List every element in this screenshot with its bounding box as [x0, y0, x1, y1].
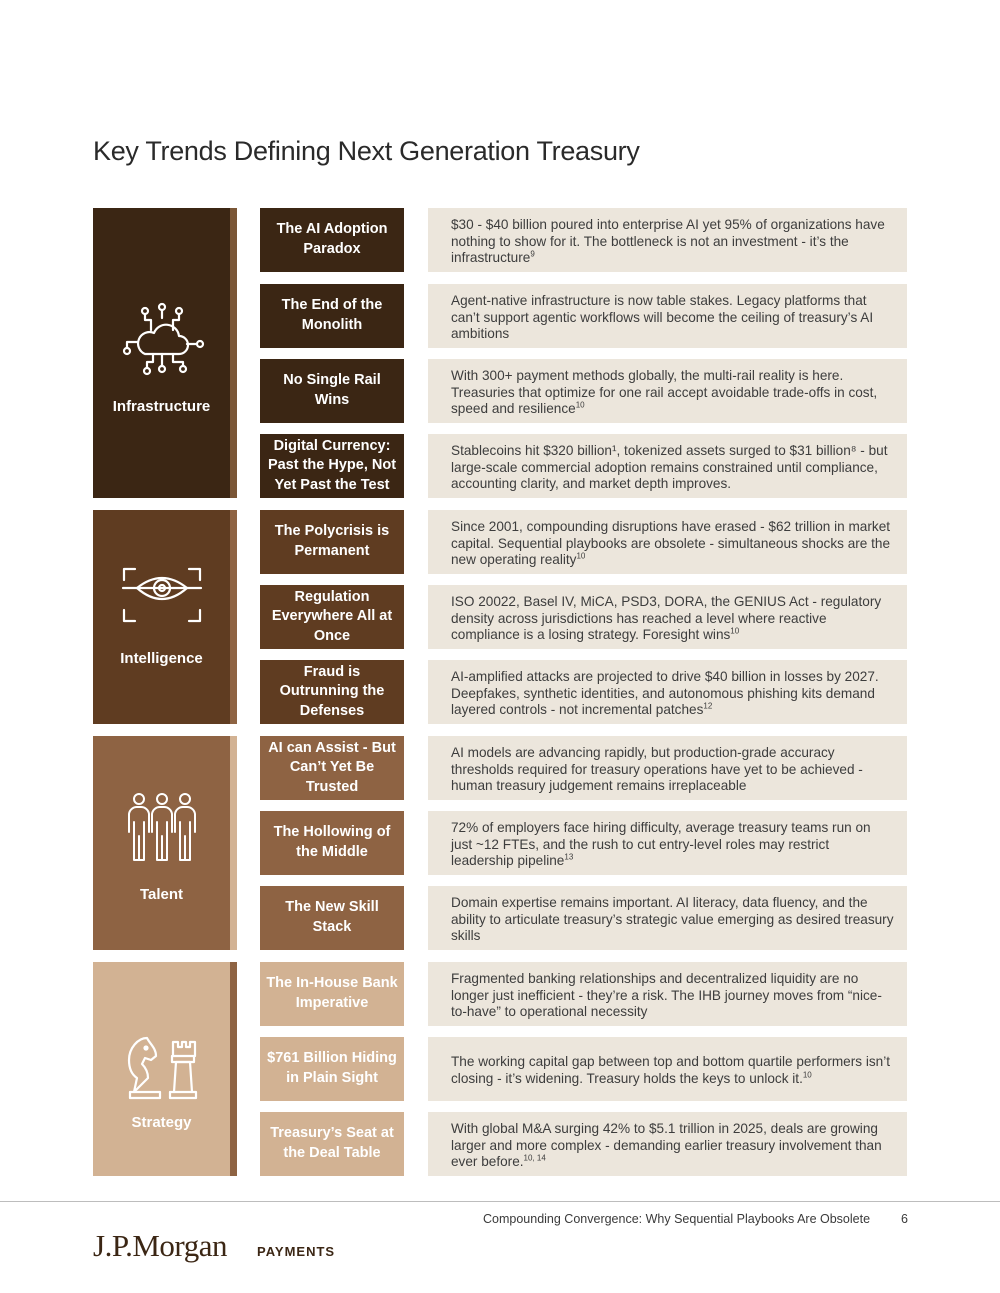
footnote-ref: 12: [703, 701, 713, 711]
trend-title: Treasury’s Seat at the Deal Table: [260, 1112, 404, 1176]
category-label: Infrastructure: [112, 398, 211, 415]
trend-description: [428, 434, 907, 498]
trend-description: [428, 1112, 907, 1176]
description-text: AI-amplified attacks are projected to drive $40 billion in losses by 2027. Deepfakes, synthetic identities, and autonomous phishing kits demand layered controls - not incremental patches: [451, 669, 879, 717]
description-text: 72% of employers face hiring difficulty, average treasury teams run on just ~12 FTEs, and the rush to cut entry-level roles may restrict leadership pipeline: [451, 820, 871, 868]
trend-title: The End of the Monolith: [260, 284, 404, 348]
chess-pieces-icon: [124, 1028, 200, 1104]
cloud-network-icon: [117, 302, 207, 382]
footnote-ref: 13: [564, 852, 574, 862]
description-text: Stablecoins hit $320 billion¹, tokenized assets surged to $31 billion⁸ - but large-scale commercial adoption remains constrained until compliance, accounting clarity, and market depth improves.: [451, 443, 888, 491]
trend-title: The Polycrisis is Permanent: [260, 510, 404, 574]
description-text: With 300+ payment methods globally, the multi-rail reality is here. Treasuries that optimize for one rail accept avoidable trade-offs in cost, speed and resilience: [451, 368, 878, 416]
description-text: Fragmented banking relationships and decentralized liquidity are no longer just inefficient - they’re a risk. The IHB journey moves from “nice-to-have” to operational necessity: [451, 971, 882, 1019]
trend-description: [428, 208, 907, 272]
trend-description: [428, 811, 907, 875]
trend-title: The Hollowing of the Middle: [260, 811, 404, 875]
trend-title: The New Skill Stack: [260, 886, 404, 950]
footnote-ref: 10: [575, 400, 585, 410]
trend-description: [428, 886, 907, 950]
description-text: With global M&A surging 42% to $5.1 trillion in 2025, deals are growing larger and more complex - demanding earlier treasury involvement than ever before.: [451, 1121, 882, 1169]
trend-description: [428, 1037, 907, 1101]
trend-description: [428, 660, 907, 724]
description-text: Domain expertise remains important. AI literacy, data fluency, and the ability to articulate treasury’s strategic value emerging as desired treasury skills: [451, 895, 894, 943]
people-group-icon: [122, 792, 202, 864]
category-intelligence: [93, 510, 230, 724]
description-text: Agent-native infrastructure is now table stakes. Legacy platforms that can’t support agentic workflows will become the ceiling of treasury’s AI ambitions: [451, 293, 874, 341]
description-text: The working capital gap between top and bottom quartile performers isn’t closing - it’s widening. Treasury holds the keys to unlock it.: [451, 1054, 891, 1086]
description-text: AI models are advancing rapidly, but production-grade accuracy thresholds required for treasury operations have yet to be achieved - human treasury judgement remains irreplaceable: [451, 745, 863, 793]
category-label: Intelligence: [120, 650, 203, 667]
footnote-ref: 10, 14: [523, 1153, 546, 1163]
footer-title: Compounding Convergence: Why Sequential Playbooks Are Obsolete: [483, 1212, 871, 1226]
trend-title: The In-House Bank Imperative: [260, 962, 404, 1026]
description-text: Since 2001, compounding disruptions have erased - $62 trillion in market capital. Sequential playbooks are obsolete - simultaneous shocks are the new operating reality: [451, 519, 891, 567]
page-title: Key Trends Defining Next Generation Treasury: [93, 136, 640, 166]
trend-description: [428, 359, 907, 423]
trend-description: [428, 962, 907, 1026]
footnote-ref: 10: [576, 551, 586, 561]
company-logo: J.P.Morgan: [93, 1228, 227, 1263]
category-infrastructure: [93, 208, 230, 498]
trend-title: The AI Adoption Paradox: [260, 208, 404, 272]
trend-description: [428, 736, 907, 800]
description-text: $30 - $40 billion poured into enterprise AI yet 95% of organizations have nothing to show for it. The bottleneck is not an investment - it’s the infrastructure: [451, 217, 885, 265]
description-text: ISO 20022, Basel IV, MiCA, PSD3, DORA, the GENIUS Act - regulatory density across jurisdictions has reached a level where reactive compliance is a losing strategy. Foresight wins: [451, 594, 882, 642]
trend-description: [428, 510, 907, 574]
trend-title: Regulation Everywhere All at Once: [260, 585, 404, 649]
page-number: 6: [901, 1212, 908, 1226]
logo-suffix: PAYMENTS: [257, 1244, 336, 1259]
trend-title: No Single Rail Wins: [260, 359, 404, 423]
footnote-ref: 9: [530, 249, 535, 259]
trend-title: Digital Currency: Past the Hype, Not Yet Past the Test: [260, 434, 404, 498]
category-label: Talent: [139, 886, 184, 903]
footnote-ref: 10: [802, 1069, 812, 1079]
footer-divider: [0, 1201, 1000, 1202]
trend-description: [428, 585, 907, 649]
category-talent: [93, 736, 230, 950]
trend-description: [428, 284, 907, 348]
eye-scan-icon: [121, 566, 203, 624]
footnote-ref: 10: [730, 626, 740, 636]
category-label: Strategy: [131, 1114, 192, 1131]
trend-title: $761 Billion Hiding in Plain Sight: [260, 1037, 404, 1101]
trend-title: Fraud is Outrunning the Defenses: [260, 660, 404, 724]
trend-title: AI can Assist - But Can’t Yet Be Trusted: [260, 736, 404, 800]
category-strategy: [93, 962, 230, 1176]
